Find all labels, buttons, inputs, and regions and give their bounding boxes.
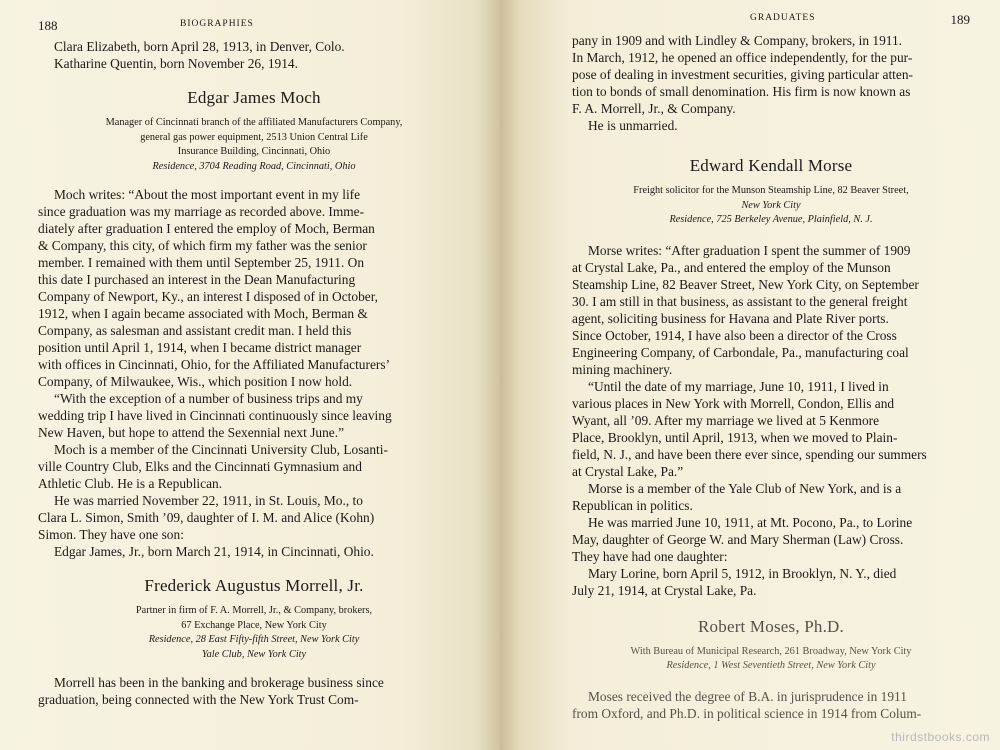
text-line: They have had one daughter: <box>572 548 728 564</box>
text-line: wedding trip I have lived in Cincinnati continuously since leaving <box>38 408 392 423</box>
text-line: Moch is a member of the Cincinnati University Club, Losanti- <box>54 442 388 457</box>
text-line: Morse writes: “After graduation I spent the summer of 1909 <box>588 242 911 258</box>
text-line: “With the exception of a number of business trips and my <box>54 391 363 406</box>
biography-body <box>572 242 970 599</box>
text-line: New Haven, but hope to attend the Sexennial next June.” <box>38 425 345 440</box>
text-line: Mary Lorine, born April 5, 1912, in Brooklyn, N. Y., died <box>588 565 897 581</box>
biography-info: general gas power equipment, 2513 Union Central Life <box>140 131 368 143</box>
text-line: tion to bonds of small denomination. His firm is now known as <box>572 84 911 99</box>
biography-residence: Residence, 1 West Seventieth Street, New York City <box>666 660 876 671</box>
biography-name: Robert Moses, Ph.D. <box>698 616 844 636</box>
text-line: graduation, being connected with the New York Trust Com- <box>38 692 359 707</box>
text-line: pany in 1909 and with Lindley & Company, brokers, in 1911. <box>572 33 903 48</box>
biography-info: New York City <box>741 199 801 211</box>
text-line: Wyant, all ’09. After my marriage we lived at 5 Kenmore <box>572 412 880 428</box>
text-line: Moch writes: “About the most important event in my life <box>54 187 361 202</box>
text-line: since graduation was my marriage as recorded above. Imme- <box>38 204 365 219</box>
text-line: from Oxford, and Ph.D. in political science in 1914 from Colum- <box>572 705 922 721</box>
text-line: Engineering Company, of Carbondale, Pa., manufacturing coal <box>572 344 909 360</box>
biography-club: Yale Club, New York City <box>201 648 307 660</box>
running-head-title: GRADUATES <box>750 13 816 23</box>
text-line: July 21, 1914, at Crystal Lake, Pa. <box>572 582 757 598</box>
biography-info: Freight solicitor for the Munson Steamship Line, 82 Beaver Street, <box>633 185 909 196</box>
text-line: agent, soliciting business for Havana and Plate River ports. <box>572 310 889 326</box>
text-line: diately after graduation I entered the employ of Moch, Berman <box>38 221 375 236</box>
text-line: He was married June 10, 1911, at Mt. Pocono, Pa., to Lorine <box>588 514 913 530</box>
right-running-head <box>572 12 970 32</box>
intro-children <box>38 38 470 72</box>
watermark: thirdstbooks.com <box>891 730 990 744</box>
left-running-head <box>38 18 470 38</box>
biography-name: Edgar James Moch <box>187 88 321 107</box>
text-line: position until April 1, 1914, when I became district manager <box>38 340 362 355</box>
text-line: this date I purchased an interest in the Dean Manufacturing <box>38 272 356 287</box>
continued-text <box>572 32 970 134</box>
text-line: Morrell has been in the banking and brokerage business since <box>54 675 384 690</box>
biography-body <box>38 186 470 560</box>
biography-moch <box>38 88 470 560</box>
text-line: ville Country Club, Elks and the Cincinnati Gymnasium and <box>38 459 362 474</box>
text-line: Katharine Quentin, born November 26, 1914. <box>54 56 298 71</box>
text-line: various places in New York with Morrell, Condon, Ellis and <box>572 395 895 411</box>
text-line: Clara Elizabeth, born April 28, 1913, in Denver, Colo. <box>54 39 345 54</box>
right-page <box>500 0 1000 750</box>
text-line: May, daughter of George W. and Mary Sherman (Law) Cross. <box>572 531 904 547</box>
biography-body <box>572 688 970 722</box>
biography-info: 67 Exchange Place, New York City <box>181 619 327 631</box>
text-line: He was married November 22, 1911, in St. Louis, Mo., to <box>54 493 363 508</box>
biography-info: With Bureau of Municipal Research, 261 Broadway, New York City <box>630 645 912 657</box>
page-number: 189 <box>950 12 970 27</box>
text-line: member. I remained with them until September 25, 1911. On <box>38 255 365 270</box>
text-line: field, N. J., and have been there ever since, spending our summers <box>572 446 927 462</box>
text-line: In March, 1912, he opened an office independently, for the pur- <box>572 50 913 65</box>
text-line: 30. I am still in that business, as assistant to the general freight <box>572 293 908 309</box>
text-line: mining machinery. <box>572 361 673 377</box>
biography-moses <box>572 617 970 722</box>
text-line: Athletic Club. He is a Republican. <box>38 476 223 491</box>
biography-body <box>38 674 470 708</box>
text-line: with offices in Cincinnati, Ohio, for the Affiliated Manufacturers’ <box>38 357 391 372</box>
text-line: Republican in politics. <box>572 497 693 513</box>
text-line: & Company, this city, of which firm my father was the senior <box>38 238 367 253</box>
text-line: Steamship Line, 82 Beaver Street, New York City, on September <box>572 276 919 292</box>
text-line: at Crystal Lake, Pa., and entered the employ of the Munson <box>572 259 891 275</box>
text-line: Simon. They have one son: <box>38 527 184 542</box>
biography-residence: Residence, 28 East Fifty-fifth Street, New York City <box>148 634 360 645</box>
text-line: Clara L. Simon, Smith ’09, daughter of I. M. and Alice (Kohn) <box>38 510 375 525</box>
biography-residence: Residence, 725 Berkeley Avenue, Plainfield, N. J. <box>669 214 873 225</box>
text-line: F. A. Morrell, Jr., & Company. <box>572 101 736 116</box>
text-line: Company of Newport, Ky., an interest I disposed of in October, <box>38 289 378 304</box>
running-head-title: BIOGRAPHIES <box>180 19 254 29</box>
biography-info: Manager of Cincinnati branch of the affiliated Manufacturers Company, <box>105 117 403 128</box>
biography-name: Edward Kendall Morse <box>689 156 853 175</box>
text-line: “Until the date of my marriage, June 10, 1911, I lived in <box>588 378 889 394</box>
text-line: Edgar James, Jr., born March 21, 1914, in Cincinnati, Ohio. <box>54 544 374 559</box>
text-line: Morse is a member of the Yale Club of New York, and is a <box>588 480 902 496</box>
text-line: pose of dealing in investment securities, giving particular atten- <box>572 67 913 82</box>
biography-info: Insurance Building, Cincinnati, Ohio <box>177 146 331 157</box>
biography-morse <box>572 156 970 599</box>
biography-info: Partner in firm of F. A. Morrell, Jr., & Company, brokers, <box>135 605 373 616</box>
text-line: Company, as salesman and assistant credit man. I held this <box>38 323 352 338</box>
biography-morrell <box>38 576 470 708</box>
text-line: Since October, 1914, I have also been a director of the Cross <box>572 327 897 343</box>
text-line: Company, of Milwaukee, Wis., which position I now hold. <box>38 374 353 389</box>
text-line: Moses received the degree of B.A. in jurisprudence in 1911 <box>588 688 907 704</box>
biography-name: Frederick Augustus Morrell, Jr. <box>144 576 364 595</box>
biography-residence: Residence, 3704 Reading Road, Cincinnati, Ohio <box>152 160 356 172</box>
text-line: Place, Brooklyn, until April, 1913, when we moved to Plain- <box>572 429 898 445</box>
text-line: He is unmarried. <box>588 118 678 133</box>
text-line: 1912, when I again became associated with Moch, Berman & <box>38 306 368 321</box>
page-number: 188 <box>38 18 58 33</box>
text-line: at Crystal Lake, Pa.” <box>572 463 684 479</box>
